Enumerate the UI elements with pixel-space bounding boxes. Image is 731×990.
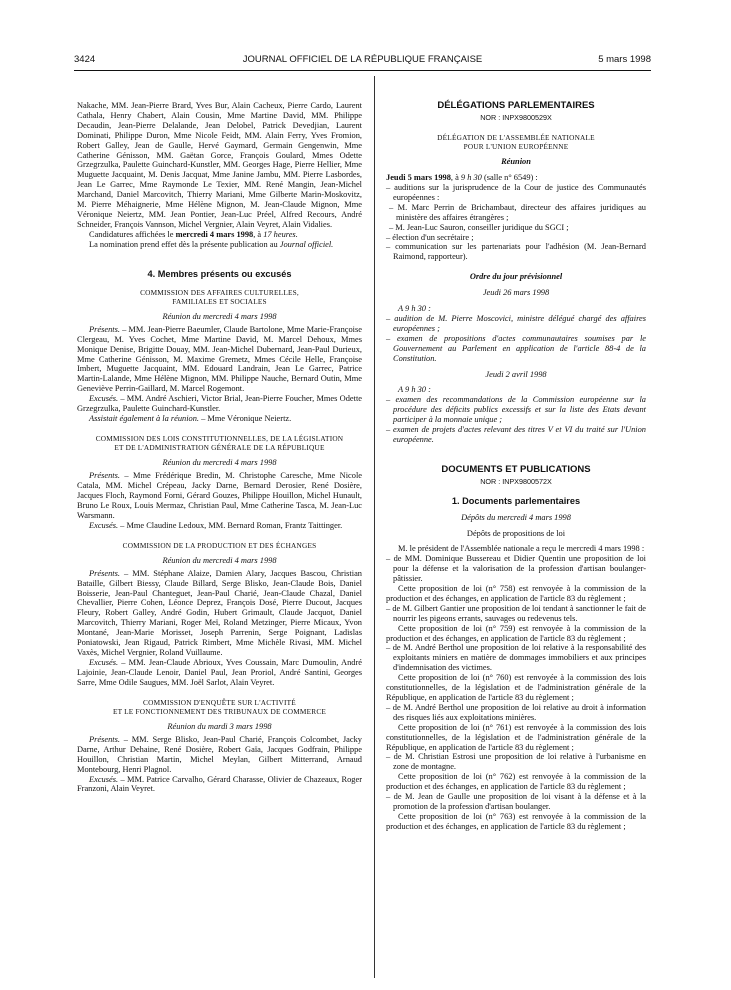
left-column [77, 101, 362, 794]
text: – MM. Patrice Carvalho, Gérard Charasse, Olivier de Chazeaux, Roger Franzoni, Alain Veyret. [77, 774, 362, 794]
nor-reference: NOR : INPX9800572X [480, 476, 552, 486]
text: 9 h 30 [460, 173, 482, 183]
text: – MM. André Aschieri, Victor Brial, Jean-Pierre Foucher, Mmes Odette Grzegrzulka, Paulette Guinchard-Kunstler. [77, 394, 362, 414]
text: mercredi 4 mars 1998 [175, 229, 254, 239]
delegation-title [386, 133, 646, 151]
text: – Mme Frédérique Bredin, M. Christophe Caresche, Mme Nicole Catala, MM. Michel Crépeau, Jacky Darne, Bernard Derosier, René Dosière, Jacques Floch, Raymond Forni, Gérard Gouzes, Philippe Houillon, Michel Hunault, Bruno Le Roux, Louis Mermaz, Christian Paul, Mme Catherine Tasca, M. Jean-Luc Warsmann. [77, 471, 362, 520]
text: Jeudi 5 mars 1998 [386, 173, 451, 183]
deposit-entry: – de MM. Dominique Bussereau et Didier Quentin une proposition de loi pour la défense et la valorisation de la profession d'artisan boulanger-pâtissier. [386, 554, 646, 584]
label: Assistait également à la réunion. [89, 413, 200, 423]
deposit-intro: M. le président de l'Assemblée nationale a reçu le mercredi 4 mars 1998 : [398, 544, 645, 554]
commission-title: COMMISSION DE LA PRODUCTION ET DES ÉCHANGES [122, 540, 317, 550]
page-header [74, 54, 651, 68]
present-members [77, 471, 362, 521]
header-rule [74, 70, 651, 71]
section-title: DOCUMENTS ET PUBLICATIONS [441, 463, 591, 475]
agenda-item: – communication sur les partenariats pour l'adhésion (M. Jean-Bernard Raimond, rapporteur). [386, 242, 646, 262]
agenda-item: – auditions sur la jurisprudence de la Cour de justice des Communautés européennes : [386, 183, 646, 202]
candidatures-note [77, 230, 362, 240]
meeting-date: Réunion du mercredi 4 mars 1998 [162, 311, 277, 321]
excused-members [77, 521, 362, 531]
deposit-referral: Cette proposition de loi (n° 760) est renvoyée à la commission des lois constitutionnelles, de la législation et de l'administration générale de la République, en application de l'article 83 du règlement ; [386, 673, 646, 702]
agenda-time: A 9 h 30 : [398, 385, 431, 395]
text: – Mme Claudine Ledoux, MM. Bernard Roman, Frantz Taittinger. [118, 520, 343, 530]
deposit-entry: – de M. André Berthol une proposition de loi relative à la responsabilité des exploitants miniers en matière de dommages immobiliers et aux principes d'indemnisation des victimes. [386, 643, 646, 673]
text: La nomination prend effet dès la présente publication au [89, 239, 280, 249]
deposit-entry: – de M. Christian Estrosi une proposition de loi relative à l'urbanisme en zone de montagne. [386, 752, 646, 772]
column-divider [374, 76, 375, 978]
deposit-heading: Dépôts de propositions de loi [466, 528, 566, 538]
text: – MM. Serge Blisko, Jean-Paul Charié, François Colcombet, Jacky Darne, Arthur Dehaine, René Dosière, Robert Gaïa, Jacques Godfrain, Philippe Houillon, Christian Martin, Michel Meylan, Gilbert Mitterrand, Arnaud Montebourg, Henri Plagnol. [77, 734, 362, 774]
agenda-time: A 9 h 30 : [398, 304, 431, 314]
section-heading: 4. Membres présents ou excusés [147, 268, 292, 279]
agenda-heading: Ordre du jour prévisionnel [469, 272, 563, 282]
agenda-date: Jeudi 2 avril 1998 [485, 369, 547, 379]
present-members [77, 569, 362, 658]
agenda-date: Jeudi 26 mars 1998 [482, 288, 550, 298]
agenda-subitem: – M. Marc Perrin de Brichambaut, directeur des affaires juridiques au ministère des affaires étrangères ; [389, 202, 646, 222]
deposit-date: Dépôts du mercredi 4 mars 1998 [461, 512, 571, 522]
deposit-entry: – de M. Jean de Gaulle une proposition de loi visant à la défense et à la promotion de la profession d'artisan boulanger. [386, 792, 646, 811]
deposit-referral: Cette proposition de loi (n° 762) est renvoyée à la commission de la production et des échanges, en application de l'article 83 du règlement ; [386, 772, 646, 792]
label: Excusés. [89, 394, 119, 404]
text: – MM. Jean-Pierre Baeumler, Claude Bartolone, Mme Marie-Françoise Clergeau, M. Yves Cochet, Mme Martine David, M. Marcel Dehoux, Mmes Monique Denise, Brigitte Douay, MM. Jean-Michel Dubernard, Jean-Paul Durieux, Mme Catherine Génisson, M. Maxime Gremetz, Mmes Cécile Helle, Françoise Imbert, Muguette Jacquaint, MM. Edouard Landrain, Jean Le Garrec, Patrice Martin-Lalande, Mme Hélène Mignon, MM. Philippe Nauche, Bernard Outin, Mme Geneviève Perrin-Gaillard, M. Marcel Rogemont. [77, 324, 362, 394]
page-number: 3424 [74, 54, 96, 65]
label: Excusés. [89, 774, 119, 784]
candidates-list: Nakache, MM. Jean-Pierre Brard, Yves Bur, Alain Cacheux, Pierre Cardo, Laurent Cathala, Henry Chabert, Alain Cousin, Mme Martine David, MM. Philippe Decaudin, Jean-Pierre Delalande, Jean Delobel, Patrick Devedjian, Laurent Dominati, Philippe Duron, Mme Nicole Feidt, MM. Alain Ferry, Yves Fromion, Robert Galley, Jean de Gaulle, Hervé Gaymard, Germain Gengenwin, Mme Catherine Génisson, MM. Gaëtan Gorce, François Goulard, Mmes Odette Grzegrzulka, Paulette Guinchard-Kunstler, MM. Georges Hage, Pierre Hellier, Mme Muguette Jacquaint, M. Denis Jacquat, Mme Janine Jambu, MM. Pierre Lasbordes, Jean Le Garrec, Mme Raymonde Le Texier, MM. René Mangin, Jean-Michel Marchand, Daniel Marcovitch, Thierry Mariani, Mme Gilberte Marin-Moskovitz, M. Pierre Méhaignerie, Mme Hélène Mignon, M. Jean-Claude Mignon, Mme Véronique Neiertz, MM. Jean Pontier, Jean-Luc Préel, Alfred Recours, André Schneider, François Vannson, Michel Vergnier, Alain Veyret, Alain Vidalies. [77, 101, 362, 229]
agenda-item: – examen de projets d'actes relevant des titres V et VI du traité sur l'Union européenne. [386, 425, 646, 444]
text: Candidatures affichées le [89, 229, 176, 239]
excused-members [77, 394, 362, 414]
text: FAMILIALES ET SOCIALES [172, 296, 267, 306]
nor-reference: NOR : INPX9800529X [480, 112, 552, 122]
nomination-note [77, 240, 362, 250]
deposit-referral: Cette proposition de loi (n° 759) est renvoyée à la commission de la production et des échanges, en application de l'article 83 du règlement ; [386, 623, 646, 643]
text: COMMISSION D'ENQUÊTE SUR L'ACTIVITÉ [143, 697, 296, 707]
text: – MM. Stéphane Alaize, Damien Alary, Jacques Bascou, Christian Bataille, Gilbert Biessy, Claude Billard, Serge Blisko, Jean-Claude Bois, Daniel Boisserie, Jean-Paul Chanteguet, Jean-Paul Charié, Jean-Claude Chazal, Daniel Chevallier, Pierre Cohen, Léonce Deprez, François Dosé, Pierre Ducout, Jacques Fleury, Robert Galley, André Godin, Hubert Grimault, Claude Jacquot, Daniel Marcovitch, Thierry Mariani, Roger Meï, Roland Metzinger, Pierre Micaux, Yvon Montané, Jean-Marie Morisset, Joseph Parrenin, Serge Poignant, Ladislas Poniatowski, Jean Rigaud, Patrick Rimbert, Mme Michèle Rivasi, MM. Michel Vaxès, Michel Vergnier, Roland Vuillaume. [77, 568, 362, 657]
deposit-referral: Cette proposition de loi (n° 758) est renvoyée à la commission de la production et des échanges, en application de l'article 83 du règlement ; [386, 584, 646, 603]
text: – MM. Jean-Claude Abrioux, Yves Coussain, Marc Dumoulin, André Lajoinie, Jean-Claude Lenoir, Daniel Paul, Jean Proriol, André Santini, Georges Sarre, Mme Odile Saugues, MM. Joël Sarlot, Alain Veyret. [77, 657, 362, 687]
agenda-item: – examen de propositions d'actes communautaires soumises par le Gouvernement au Parlement en application de l'article 88-4 de la Constitution. [386, 333, 646, 363]
text: (salle n° 6549) : [481, 173, 538, 183]
agenda-subitem: – M. Jean-Luc Sauron, conseiller juridique du SGCI ; [389, 222, 569, 232]
label: Présents. [89, 324, 120, 334]
reunion-label: Réunion [501, 157, 531, 167]
issue-date: 5 mars 1998 [598, 54, 651, 65]
present-members [77, 325, 362, 394]
text: ET LE FONCTIONNEMENT DES TRIBUNAUX DE COMMERCE [112, 706, 327, 716]
reunion-date [386, 173, 646, 183]
label: Excusés. [89, 520, 119, 530]
text: ET DE L'ADMINISTRATION GÉNÉRALE DE LA RÉPUBLIQUE [114, 443, 325, 453]
journal-title: JOURNAL OFFICIEL DE LA RÉPUBLIQUE FRANÇAISE [242, 54, 483, 65]
commission-title [77, 434, 362, 452]
text: – Mme Véronique Neiertz. [199, 413, 292, 423]
text: DÉLÉGATION DE L'ASSEMBLÉE NATIONALE [437, 132, 595, 142]
deposit-referral: Cette proposition de loi (n° 761) est renvoyée à la commission des lois constitutionnelles, de la législation et de l'administration générale de la République, en application de l'article 83 du règlement ; [386, 722, 646, 752]
deposit-referral: Cette proposition de loi (n° 763) est renvoyée à la commission de la production et des échanges, en application de l'article 83 du règlement ; [386, 811, 646, 831]
text: COMMISSION DES LOIS CONSTITUTIONNELLES, DE LA LÉGISLATION [95, 433, 344, 443]
also-attending [77, 414, 362, 424]
right-column [386, 101, 646, 832]
text: Journal officiel. [279, 239, 334, 249]
deposit-entry: – de M. André Berthol une proposition de loi relative au droit à information des risques liés aux exploitations minières. [386, 702, 646, 722]
agenda-item: – examen des recommandations de la Commission européenne sur la procédure des déficits publics excessifs et sur la liste des Etats devant participer à la monnaie unique ; [386, 395, 646, 425]
text: COMMISSION DES AFFAIRES CULTURELLES, [140, 287, 299, 297]
text: , à [450, 173, 461, 183]
subsection-heading: 1. Documents parlementaires [451, 495, 581, 506]
excused-members [77, 775, 362, 795]
label: Excusés. [89, 657, 119, 667]
excused-members [77, 658, 362, 688]
label: Présents. [89, 471, 120, 481]
meeting-date: Réunion du mercredi 4 mars 1998 [162, 458, 277, 468]
present-members [77, 735, 362, 775]
commission-title [77, 288, 362, 306]
meeting-date: Réunion du mercredi 4 mars 1998 [162, 555, 277, 565]
text: 17 heures. [263, 229, 298, 239]
agenda-item: – audition de M. Pierre Moscovici, ministre délégué chargé des affaires européennes ; [386, 314, 646, 333]
label: Présents. [89, 734, 120, 744]
deposit-entry: – de M. Gilbert Gantier une proposition de loi tendant à sanctionner le fait de nourrir les pigeons errants, sauvages ou redevenus tels. [386, 603, 646, 623]
section-title: DÉLÉGATIONS PARLEMENTAIRES [437, 100, 595, 111]
commission-title [77, 698, 362, 716]
label: Présents. [89, 568, 120, 578]
meeting-date: Réunion du mardi 3 mars 1998 [167, 722, 272, 732]
text: POUR L'UNION EUROPÉENNE [463, 142, 569, 152]
text: , à [253, 229, 264, 239]
agenda-item: – élection d'un secrétaire ; [386, 232, 474, 242]
